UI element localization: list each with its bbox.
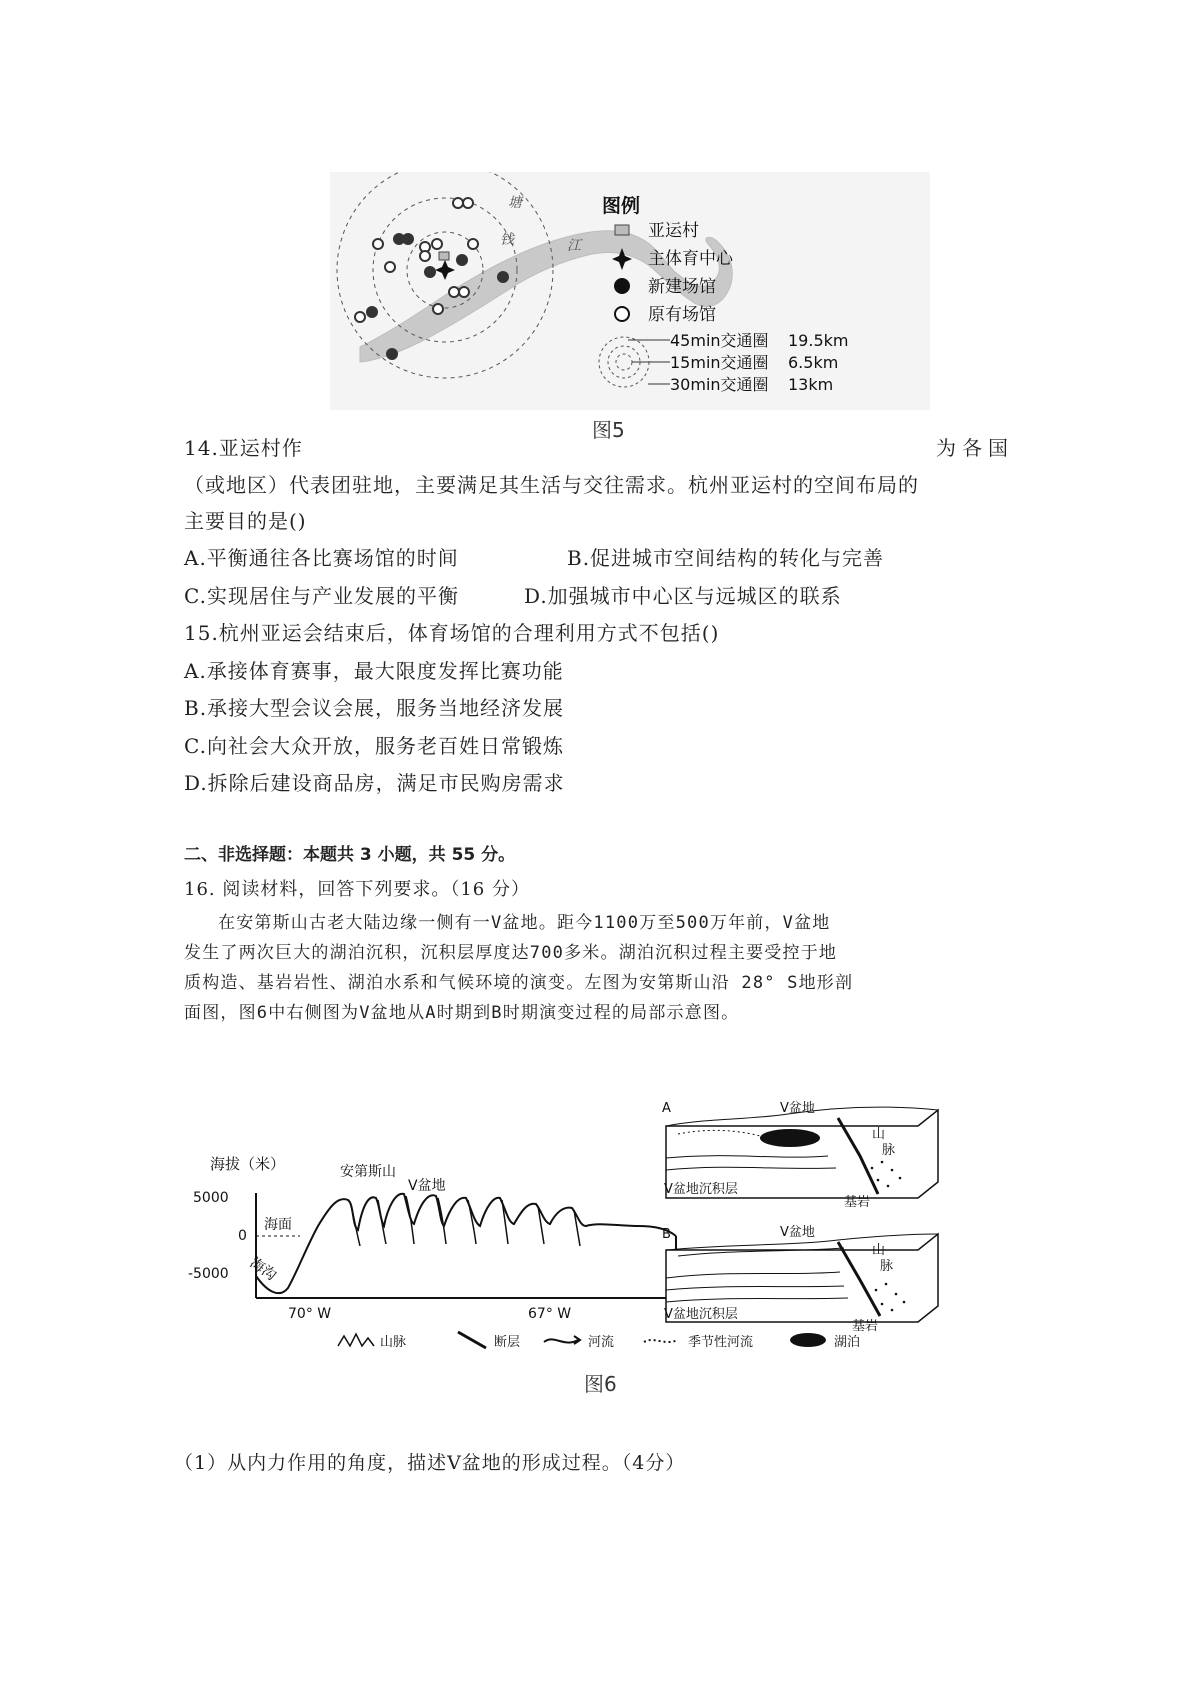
legend-fault: 断层 — [494, 1335, 521, 1350]
block-b-range-char1: 山 — [872, 1243, 886, 1258]
legend-seasonal-river: 季节性河流 — [688, 1335, 754, 1350]
ytick-minus5000: -5000 — [188, 1266, 229, 1282]
figure-5-caption: 图5 — [592, 418, 625, 442]
q14-option-b: B.促进城市空间结构的转化与完善 — [567, 546, 885, 570]
seasonal-river-icon — [644, 1340, 678, 1342]
river-char-tang: 塘 — [508, 195, 522, 211]
lake-icon — [790, 1333, 826, 1347]
q16-para-line4: 面图，图6中右侧图为V盆地从A时期到B时期演变过程的局部示意图。 — [184, 1003, 740, 1023]
ring-30-label: 30min交通圈 — [670, 375, 769, 394]
figure-6-caption: 图6 — [584, 1372, 617, 1396]
block-b-sediment-label: V盆地沉积层 — [664, 1307, 738, 1322]
block-a-range-char2: 脉 — [882, 1143, 896, 1158]
block-b-tag: B — [662, 1227, 671, 1242]
legend-lake: 湖泊 — [834, 1335, 861, 1350]
mountain-range-icon — [338, 1334, 374, 1346]
legend-label-center: 主体育中心 — [648, 249, 733, 269]
block-a-tag: A — [662, 1101, 671, 1116]
q15-option-a: A.承接体育赛事，最大限度发挥比赛功能 — [184, 659, 564, 683]
ring-30-dist: 13km — [788, 375, 834, 394]
q16-stem: 16. 阅读材料，回答下列要求。（16 分） — [184, 879, 530, 900]
xtick-70w: 70° W — [288, 1306, 332, 1322]
figure-6 — [188, 1098, 1018, 1358]
q14-line2: （或地区）代表团驻地，主要满足其生活与交往需求。杭州亚运村的空间布局的 — [184, 473, 919, 497]
q15-option-b: B.承接大型会议会展，服务当地经济发展 — [184, 696, 565, 720]
trench-label: 海沟 — [246, 1254, 279, 1285]
square-icon — [615, 225, 629, 235]
figure-5-map — [330, 172, 930, 410]
ring-15-label: 15min交通圈 — [670, 353, 769, 372]
q14-line1-end: 为各国 — [936, 436, 1014, 460]
legend-label-existing: 原有场馆 — [648, 305, 716, 325]
legend-label-village: 亚运村 — [648, 221, 699, 241]
river-icon — [544, 1339, 578, 1342]
terrain-profile-line — [256, 1194, 676, 1293]
andes-peak-label: 安第斯山 — [340, 1164, 396, 1180]
andes-profile-section — [188, 1155, 676, 1322]
fig6-legend — [338, 1332, 860, 1350]
block-a-range-char1: 山 — [872, 1127, 886, 1142]
ring-15-dist: 6.5km — [788, 353, 839, 372]
ytick-5000: 5000 — [193, 1190, 229, 1206]
q16-para-line3: 质构造、基岩岩性、湖泊水系和气候环境的演变。左图为安第斯山沿 28° S地形剖 — [184, 973, 854, 993]
ring-45-label: 45min交通圈 — [670, 331, 769, 350]
ring-45-dist: 19.5km — [788, 331, 849, 350]
q14-option-c: C.实现居住与产业发展的平衡 — [184, 584, 459, 608]
sea-level-label: 海面 — [264, 1217, 292, 1233]
lake-a — [760, 1129, 820, 1147]
q14-option-a: A.平衡通往各比赛场馆的时间 — [184, 546, 459, 570]
asian-games-village-marker — [439, 252, 449, 260]
legend-river: 河流 — [588, 1335, 615, 1350]
y-axis-label: 海拔（米） — [210, 1155, 286, 1173]
block-diagram-b — [662, 1224, 938, 1334]
fault-icon — [458, 1332, 486, 1348]
block-b-basin-label: V盆地 — [780, 1225, 815, 1240]
open-circle-icon — [615, 307, 629, 321]
q16-para-line1: 在安第斯山古老大陆边缘一侧有一V盆地。距今1100万至500万年前，V盆地 — [218, 913, 831, 933]
ytick-0: 0 — [238, 1228, 247, 1244]
q16-para-line2: 发生了两次巨大的湖泊沉积，沉积层厚度达700多米。湖泊沉积过程主要受控于地 — [184, 943, 838, 963]
q15-stem: 15.杭州亚运会结束后，体育场馆的合理利用方式不包括() — [184, 621, 720, 645]
q14-line3: 主要目的是() — [184, 509, 307, 533]
q15-option-d: D.拆除后建设商品房，满足市民购房需求 — [184, 771, 565, 795]
block-diagram-a — [662, 1100, 938, 1210]
section-2-heading: 二、非选择题：本题共 3 小题，共 55 分。 — [184, 845, 516, 865]
river-char-jiang: 江 — [567, 238, 581, 254]
legend-mountains: 山脉 — [380, 1335, 407, 1350]
legend-title: 图例 — [602, 195, 641, 217]
filled-circle-icon — [614, 278, 630, 294]
q14-option-d: D.加强城市中心区与远城区的联系 — [524, 584, 842, 608]
legend-label-new: 新建场馆 — [648, 277, 716, 297]
v-basin-profile-label: V盆地 — [408, 1178, 446, 1194]
block-a-basin-label: V盆地 — [780, 1101, 815, 1116]
q14-line1-start: 14.亚运村作 — [184, 436, 303, 460]
block-a-sediment-label: V盆地沉积层 — [664, 1182, 738, 1197]
block-b-bedrock-label: 基岩 — [852, 1319, 879, 1334]
q16-material — [184, 908, 1024, 1028]
xtick-67w: 67° W — [528, 1306, 572, 1322]
block-a-bedrock-label: 基岩 — [844, 1195, 871, 1210]
q16-subquestion-1: （1）从内力作用的角度，描述V盆地的形成过程。（4分） — [174, 1452, 686, 1474]
block-b-range-char2: 脉 — [880, 1259, 894, 1274]
q15-option-c: C.向社会大众开放，服务老百姓日常锻炼 — [184, 734, 564, 758]
river-char-qian: 钱 — [500, 232, 514, 248]
